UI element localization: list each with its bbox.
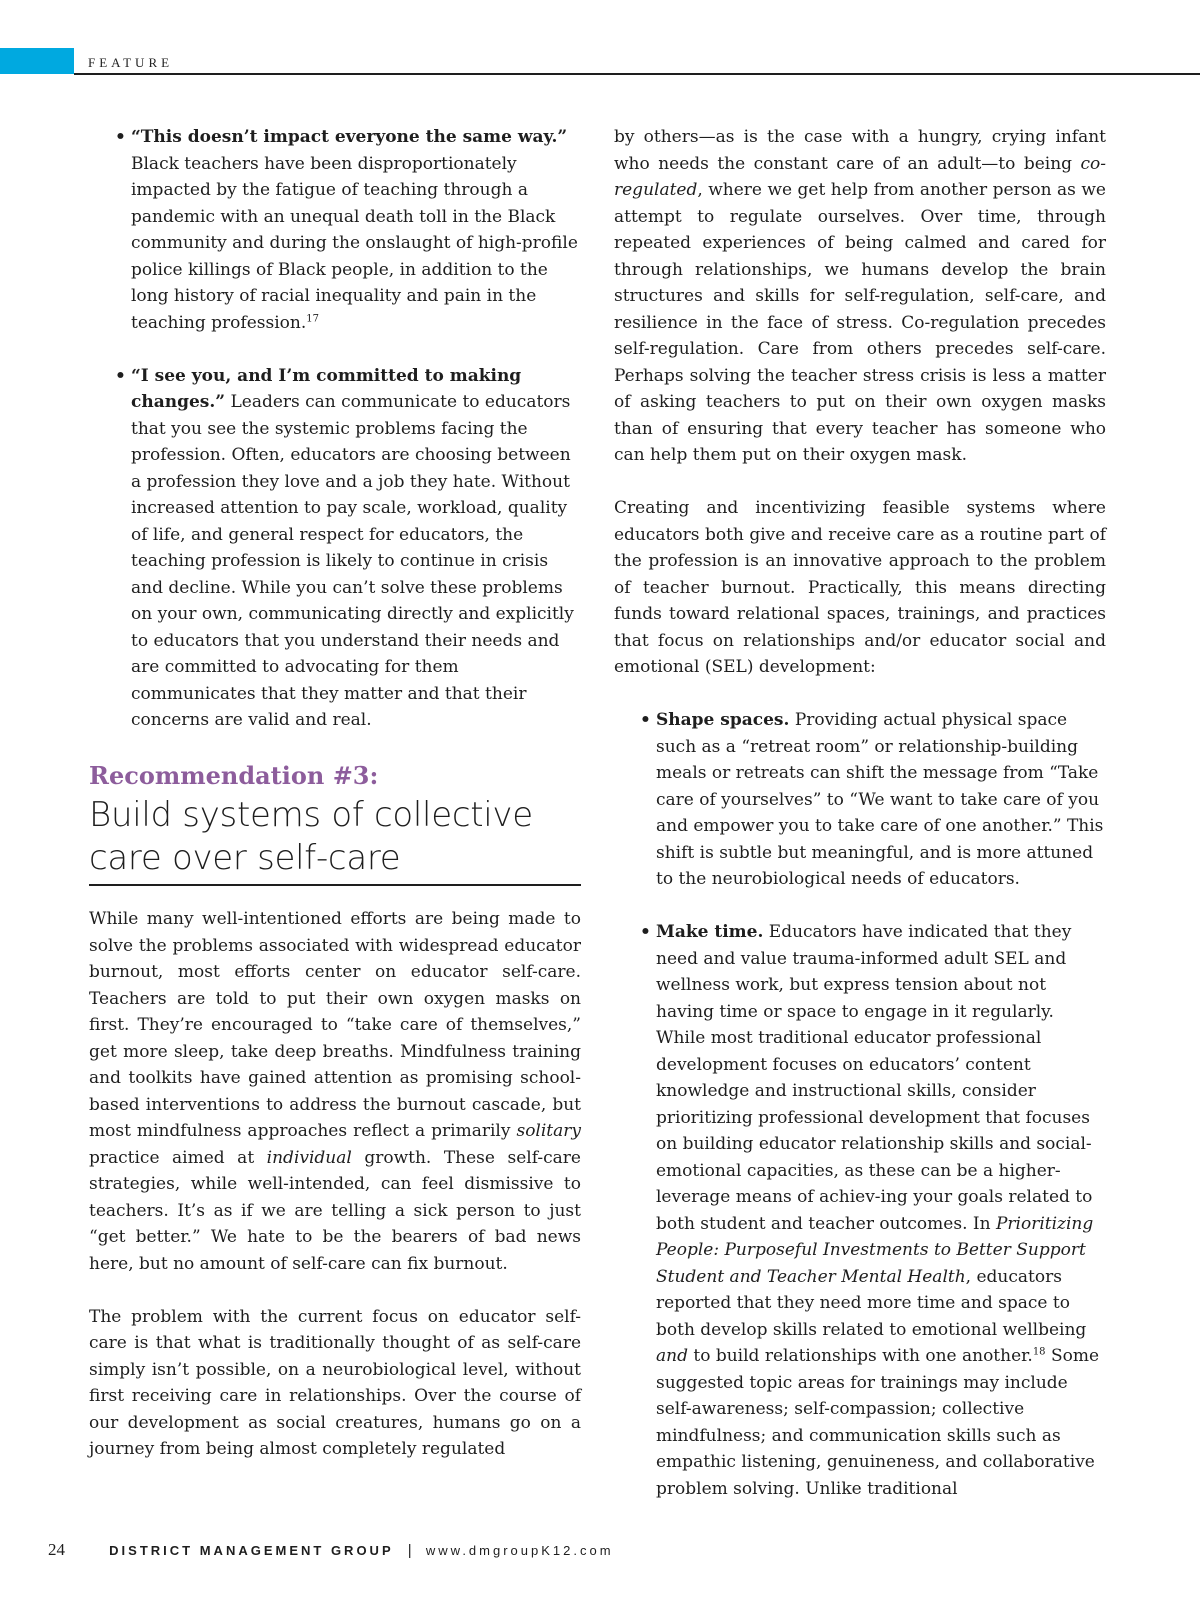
text-run: Educators have indicated that they need and value trauma-informed adult SEL and wellness work, but express tension about not having time or space to engage in it regularly. While most traditional educator professional development focuses on educators’ content knowledge and instructional skills, consider prioritizing professional development that focuses on building educator relationship skills and social-emotional capacities, as these can be a higher-leverage means of achiev-ing your goals related to both student and teacher outcomes. In (656, 922, 1093, 1234)
bullet-committed (89, 363, 581, 734)
page-number: 24 (48, 1540, 65, 1559)
text-run: , where we get help from another person as we attempt to regulate ourselves. Over time, through repeated experiences of being calmed and cared for through relationships, we humans develop the brain structures and skills for self-regulation, self-care, and resilience in the face of stress. Co-regulation precedes self-regulation. Care from others precedes self-care. Perhaps solving the teacher stress crisis is less a matter of asking teachers to put on their own oxygen masks than of ensuring that every teacher has someone who can help them put on their oxygen mask. (614, 180, 1106, 465)
bullet-make-time (614, 919, 1106, 1502)
emphasis: co-regulated (614, 153, 1106, 200)
footer-separator: | (407, 1542, 412, 1559)
header-rule (74, 73, 1200, 75)
bullet-text: Providing actual physical space such as a “retreat room” or relationship-building meals or retreats can shift the message from “Take care of yourselves” to “We want to take care of you and empower you to take care of one another.” This shift is subtle but meaningful, and is more attuned to the neurobiological needs of educators. (656, 710, 1104, 889)
text-run: While many well-intentioned efforts are being made to solve the problems associated with widespread educator burnout, most efforts center on educator self-care. Teachers are told to put their own oxygen masks on first. They’re encouraged to “take care of themselves,” get more sleep, take deep breaths. Mindfulness training and toolkits have gained attention as promising school-based interventions to address the burnout cascade, but most mindfulness approaches reflect a primarily (89, 909, 581, 1141)
title-line-1: Build systems of collective (89, 795, 533, 835)
text-run: , educators reported that they need more time and space to both develop skills related to emotional wellbeing (656, 1266, 1087, 1340)
body-paragraph (614, 124, 1106, 469)
bullet-shape-spaces (614, 707, 1106, 893)
text-run: to build relationships with one another. (687, 1346, 1033, 1366)
bullet-text: Leaders can communicate to educators that you see the systemic problems facing the profession. Often, educators are choosing between a profession they love and a job they hate. Without increased attention to pay scale, workload, quality of life, and general respect for educators, the teaching profession is likely to continue in crisis and decline. While you can’t solve these problems on your own, communicating directly and explicitly to educators that you understand their needs and are committed to advocating for them communicates that they matter and that their concerns are valid and real. (131, 392, 574, 730)
page-footer (48, 1540, 614, 1560)
website-link[interactable]: www.dmgroupK12.com (425, 1543, 614, 1558)
bullet-lead: “This doesn’t impact everyone the same way.” (131, 127, 568, 147)
right-column (614, 124, 1106, 1529)
recommendation-label: Recommendation #3: (89, 761, 379, 790)
bullet-impact (89, 124, 581, 336)
text-run: practice aimed at (89, 1147, 267, 1168)
bullet-lead: “I see you, and I’m committed to making changes.” (131, 365, 522, 412)
bullet-lead: Make time. (656, 922, 764, 942)
body-paragraph: Creating and incentivizing feasible systems where educators both give and receive care as a routine part of the profession is an innovative approach to the problem of teacher burnout. Practically, this means directing funds toward relational spaces, trainings, and practices that focus on relationships and/or educator social and emotional (SEL) development: (614, 498, 1106, 677)
footnote-ref: 17 (306, 312, 319, 324)
emphasis: Prioritizing People: Purposeful Investments to Better Support Student and Teacher Mental Health (656, 1213, 1094, 1287)
text-run: growth. These self-care strategies, while well-intended, can feel dismissive to teachers. It’s as if we are telling a sick person to just “get better.” We hate to be the bearers of bad news here, but no amount of self-care can fix burnout. (89, 1147, 581, 1274)
bullet-text: Black teachers have been disproportionately impacted by the fatigue of teaching through a pandemic with an unequal death toll in the Black community and during the onslaught of high-profile police killings of Black people, in addition to the long history of racial inequality and pain in the teaching profession. (131, 153, 578, 333)
emphasis: solitary (516, 1121, 581, 1141)
body-paragraph: The problem with the current focus on educator self-care is that what is traditionally thought of as self-care simply isn’t possible, on a neurobiological level, without first receiving care in relationships. Over the course of our development as social creatures, humans go on a journey from being almost completely regulated (89, 1306, 581, 1459)
title-line-2: care over self-care (89, 838, 401, 878)
footnote-ref: 18 (1032, 1346, 1046, 1358)
emphasis: individual (266, 1147, 352, 1168)
section-label: FEATURE (88, 55, 174, 70)
body-paragraph (89, 906, 581, 1277)
emphasis: and (656, 1346, 688, 1366)
recommendation-title (89, 794, 581, 886)
bullet-lead: Shape spaces. (656, 710, 790, 730)
text-run: Some suggested topic areas for trainings may include self-awareness; self-compassion; collective mindfulness; and communication skills such as empathic listening, genuineness, and collaborative problem solving. Unlike traditional (656, 1346, 1100, 1499)
org-name: DISTRICT MANAGEMENT GROUP (109, 1543, 394, 1558)
text-run: by others—as is the case with a hungry, crying infant who needs the constant care of an adult—to being (614, 127, 1106, 174)
header-accent-bar (0, 48, 74, 74)
left-column (89, 124, 581, 1489)
